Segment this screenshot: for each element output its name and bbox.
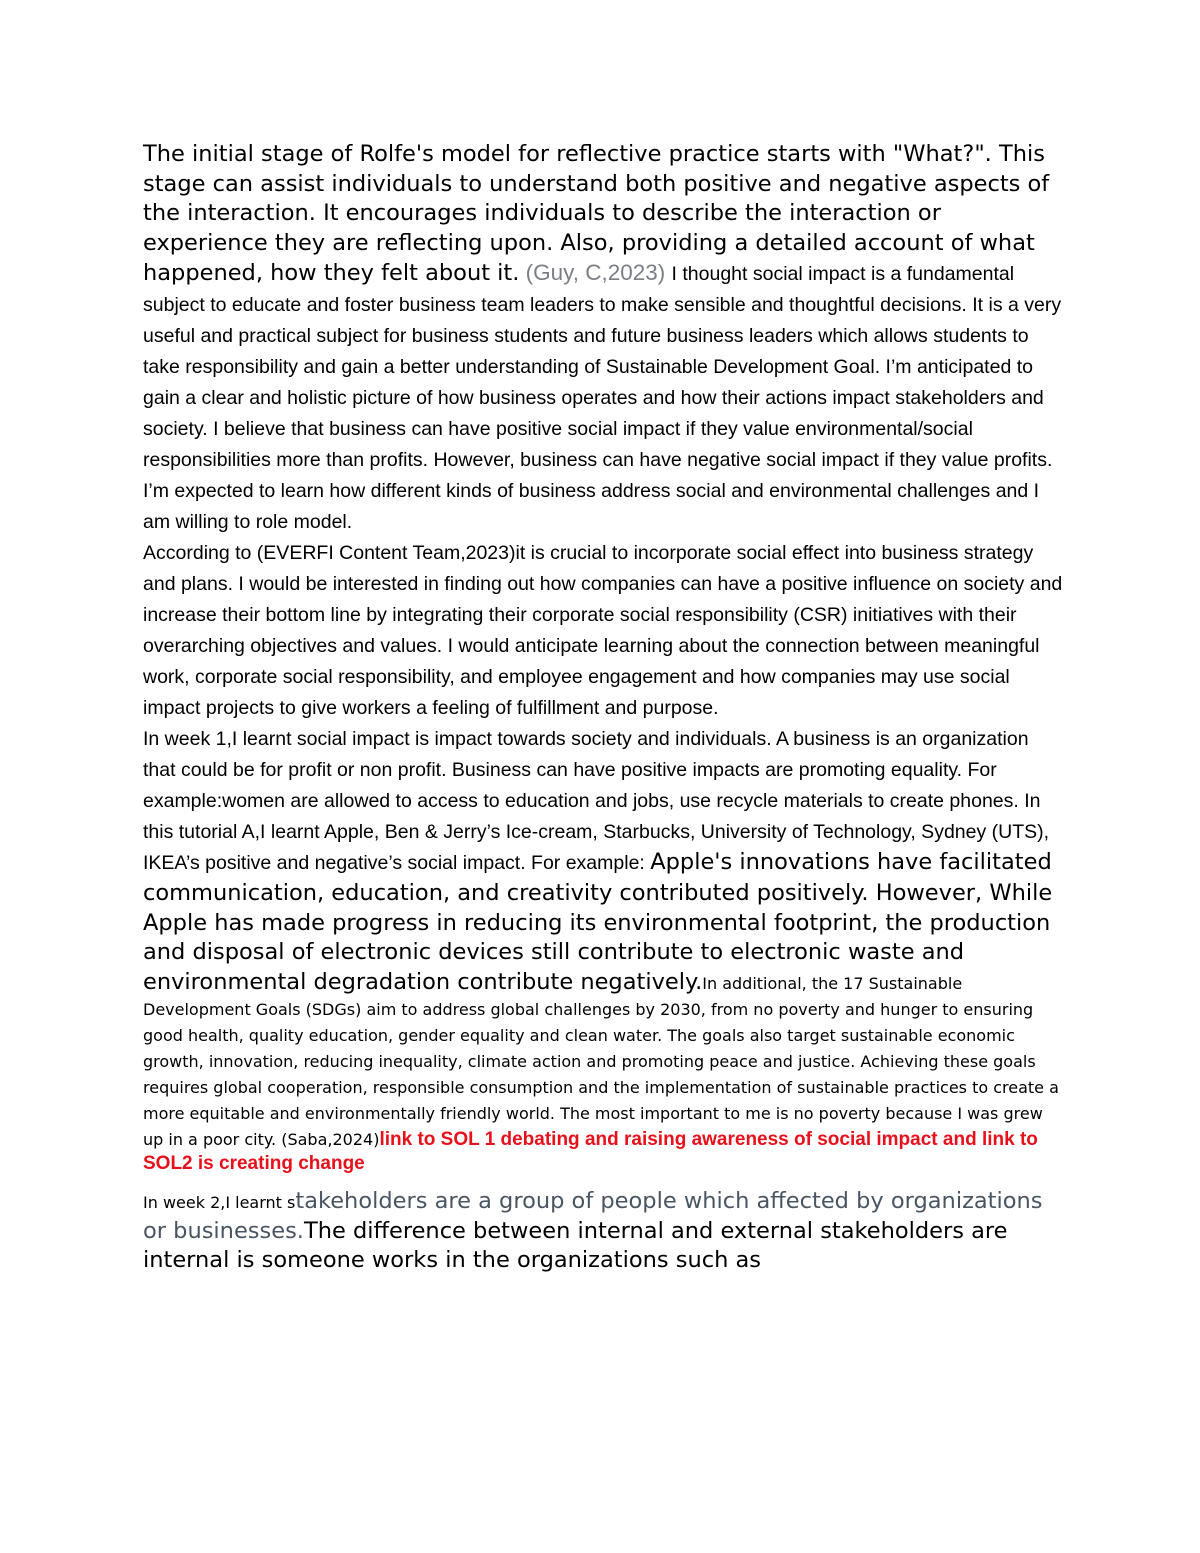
- citation-saba: (Saba,2024): [281, 1130, 380, 1149]
- week-1-text: In week 1,I learnt social impact is impact towards society and individuals. A business is an organization that could be for profit or non profit. Business can have positive impacts are promoting equality. For example:women are allowed to access to education and jobs, use recycle materials to create phones. In this tutorial A,I learnt Apple, Ben & Jerry’s Ice-cream, Starbucks, University of Technology, Sydney (UTS), IKEA’s positive and negative’s social impact. For example:: [143, 728, 1050, 874]
- paragraph-everfi: According to (EVERFI Content Team,2023)it is crucial to incorporate social effect into business strategy and plans. I would be interested in finding out how companies can have a positive influence on society and increase their bottom line by integrating their corporate social responsibility (CSR) initiatives with their overarching objectives and values. I would anticipate learning about the connection between meaningful work, corporate social responsibility, and employee engagement and how companies may use social impact projects to give workers a feeling of fulfillment and purpose.: [143, 542, 1063, 719]
- citation-guy: (Guy, C,2023): [519, 260, 672, 285]
- paragraph-week-1: [143, 724, 1063, 1175]
- document-body: [143, 140, 1063, 1276]
- stakeholders-definition-text: takeholders are a group of people which affected by organizations or businesses.: [143, 1188, 1043, 1244]
- sdgs-text: In additional, the 17 Sustainable Development Goals (SDGs) aim to address global challenges by 2030, from no poverty and hunger to ensuring good health, quality education, gender equality and clean water. The goals also target sustainable economic growth, innovation, reducing inequality, climate action and promoting peace and justice. Achieving these goals requires global cooperation, responsible consumption and the implementation of sustainable practices to create a more equitable and environmentally friendly world. The most important to me is no poverty because I was grew up in a poor city.: [143, 973, 1059, 1149]
- stakeholders-difference-text: The difference between internal and external stakeholders are internal is someone works in the organizations such as: [143, 1217, 1008, 1273]
- week-2-lead-text: In week 2,I learnt s: [143, 1193, 296, 1212]
- rolfe-intro-text: The initial stage of Rolfe's model for reflective practice starts with "What?". This stage can assist individuals to understand both positive and negative aspects of the interaction. It encourages individuals to describe the interaction or experience they are reflecting upon. Also, providing a detailed account of what happened, how they felt about it.: [143, 141, 1050, 286]
- sol-link-text: link to SOL 1 debating and raising awareness of social impact and link to SOL2 is creating change: [143, 1129, 1038, 1174]
- paragraph-rolfe-model: [143, 140, 1063, 538]
- social-impact-reflection-text: I thought social impact is a fundamental subject to educate and foster business team leaders to make sensible and thoughtful decisions. It is a very useful and practical subject for business students and future business leaders which allows students to take responsibility and gain a better understanding of Sustainable Development Goal. I’m anticipated to gain a clear and holistic picture of how business operates and how their actions impact stakeholders and society. I believe that business can have positive social impact if they value environmental/social responsibilities more than profits. However, business can have negative social impact if they value profits. I’m expected to learn how different kinds of business address social and environmental challenges and I am willing to role model.: [143, 263, 1062, 533]
- paragraph-gap: [143, 1175, 1063, 1187]
- paragraph-week-2: [143, 1187, 1063, 1276]
- apple-example-text: Apple's innovations have facilitated communication, education, and creativity contributed positively. However, While Apple has made progress in reducing its environmental footprint, the production and disposal of electronic devices still contribute to electronic waste and environmental degradation contribute negatively.: [143, 849, 1053, 995]
